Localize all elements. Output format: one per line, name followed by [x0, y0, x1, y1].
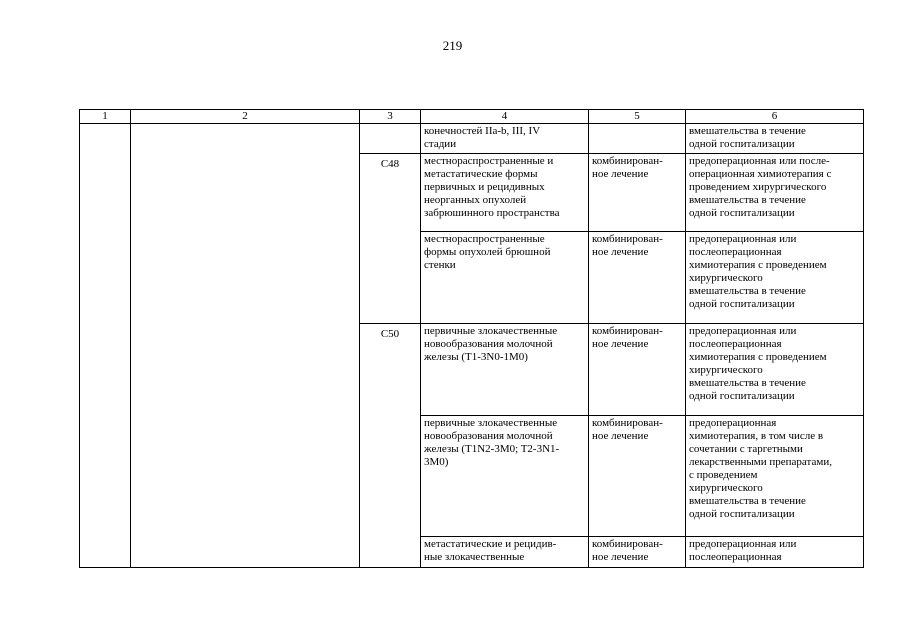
- col2-cell: [131, 124, 360, 568]
- column-number: 2: [131, 110, 360, 124]
- treatment-type-cell: [589, 124, 686, 154]
- condition-cell: местнораспространенные формы опухолей брюшной стенки: [421, 232, 589, 324]
- treatment-type-cell: комбинирован- ное лечение: [589, 154, 686, 232]
- treatment-type-cell: комбинирован- ное лечение: [589, 537, 686, 568]
- treatment-type-cell: комбинирован- ное лечение: [589, 232, 686, 324]
- column-number: 5: [589, 110, 686, 124]
- column-number: 3: [360, 110, 421, 124]
- column-number: 6: [686, 110, 864, 124]
- table-row: [80, 124, 864, 154]
- column-number: 4: [421, 110, 589, 124]
- condition-cell: первичные злокачественные новообразования молочной железы (T1-3N0-1M0): [421, 324, 589, 416]
- treatment-method-cell: предоперационная или после- операционная химиотерапия с проведением хирургического вмешательства в течение одной госпитализации: [686, 154, 864, 232]
- treatment-table: [79, 109, 864, 568]
- condition-cell: конечностей IIa-b, III, IV стадии: [421, 124, 589, 154]
- treatment-method-cell: предоперационная или послеоперационная химиотерапия с проведением хирургического вмешательства в течение одной госпитализации: [686, 232, 864, 324]
- condition-cell: первичные злокачественные новообразования молочной железы (T1N2-3M0; T2-3N1- 3M0): [421, 416, 589, 537]
- diagnosis-code-cell: C50: [360, 324, 421, 568]
- treatment-method-cell: предоперационная или послеоперационная: [686, 537, 864, 568]
- column-number: 1: [80, 110, 131, 124]
- treatment-method-cell: предоперационная химиотерапия, в том числе в сочетании с таргетными лекарственными препаратами, с проведением хирургического вмешательства в течение одной госпитализации: [686, 416, 864, 537]
- condition-cell: местнораспространенные и метастатические формы первичных и рецидивных неорганных опухолей забрюшинного пространства: [421, 154, 589, 232]
- treatment-method-cell: вмешательства в течение одной госпитализации: [686, 124, 864, 154]
- condition-cell: метастатические и рецидив- ные злокачественные: [421, 537, 589, 568]
- column-number-row: [80, 110, 864, 124]
- page-number: 219: [442, 38, 463, 53]
- col1-cell: [80, 124, 131, 568]
- diagnosis-code-cell: [360, 124, 421, 154]
- treatment-method-cell: предоперационная или послеоперационная химиотерапия с проведением хирургического вмешательства в течение одной госпитализации: [686, 324, 864, 416]
- diagnosis-code-cell: C48: [360, 154, 421, 324]
- treatment-type-cell: комбинирован- ное лечение: [589, 324, 686, 416]
- treatment-type-cell: комбинирован- ное лечение: [589, 416, 686, 537]
